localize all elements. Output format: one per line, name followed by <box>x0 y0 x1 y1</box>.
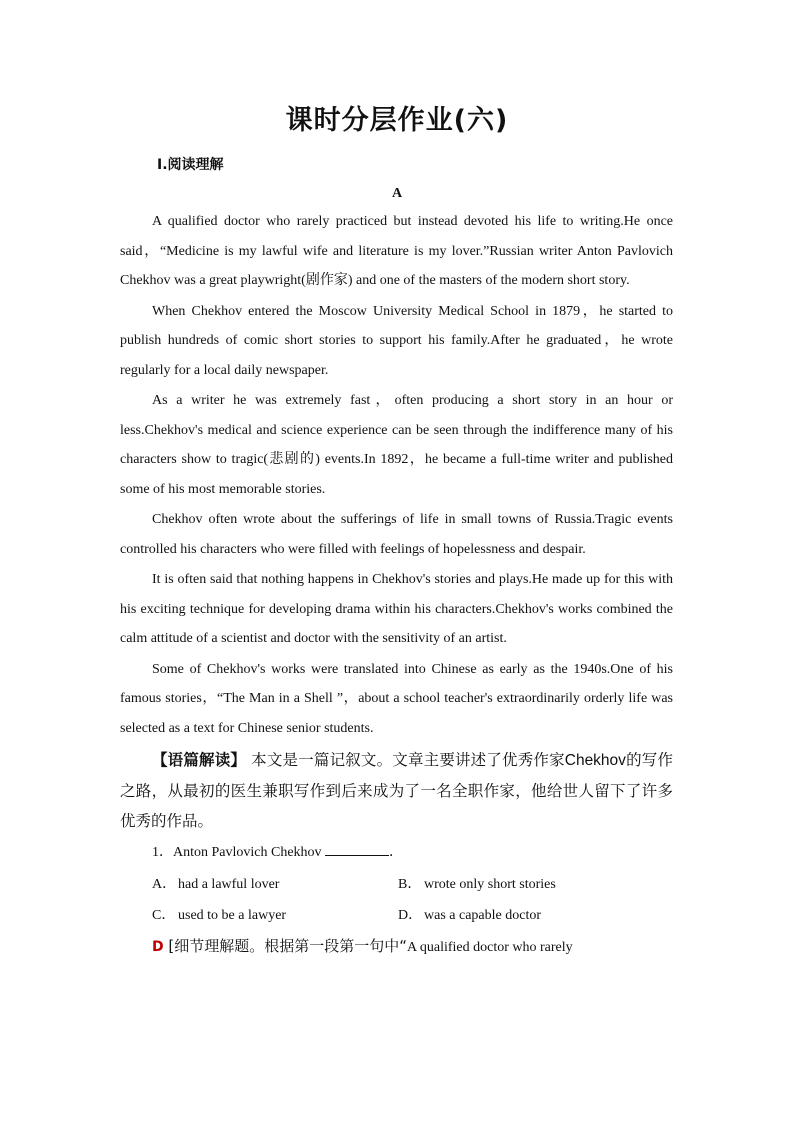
option-letter: B． <box>398 877 422 892</box>
page-title: 课时分层作业(六) <box>285 105 509 136</box>
option-text: had a lawful lover <box>178 877 280 892</box>
answer-text-cn: [细节理解题。根据第一段第一句中“ <box>163 937 408 955</box>
option-b <box>398 869 638 900</box>
paragraph-4: Chekhov often wrote about the sufferings of life in small towns of Russia.Tragic events controlled his characters who were filled with feelings of hopelessness and despair. <box>120 512 673 557</box>
paragraph-6: Some of Chekhov's works were translated into Chinese as early as the 1940s.One of his famous stories，“The Man in a Shell ”，about a school teacher's extraordinarily orderly life was selected as a text for Chinese senior students. <box>120 661 673 736</box>
paragraph-5: It is often said that nothing happens in Chekhov's stories and plays.He made up for this with his exciting technique for developing drama within his characters.Chekhov's works combined the calm attitude of a scientist and doctor with the sensitivity of an artist. <box>120 572 673 646</box>
option-text: used to be a lawyer <box>178 908 287 923</box>
section-heading: Ⅰ.阅读理解 <box>157 157 224 173</box>
option-d <box>398 900 638 931</box>
option-a <box>152 869 398 900</box>
question-number: 1． <box>152 845 173 860</box>
question-stem: Anton Pavlovich Chekhov <box>173 845 322 860</box>
answer-explanation <box>120 931 673 963</box>
paragraph-2: When Chekhov entered the Moscow University Medical School in 1879，he started to publish hundreds of comic short stories to support his family.After he graduated，he wrote regularly for a local daily newspaper. <box>120 303 673 378</box>
analysis-name: Chekhov <box>564 752 626 769</box>
question-1 <box>120 837 673 868</box>
question-end: ． <box>389 845 404 860</box>
option-letter: A． <box>152 877 177 892</box>
option-letter: C． <box>152 908 176 923</box>
option-text: was a capable doctor <box>424 908 541 923</box>
option-letter: D． <box>398 908 423 923</box>
option-c <box>152 900 398 931</box>
answer-letter: D <box>152 939 164 955</box>
paragraph-1: A qualified doctor who rarely practiced but instead devoted his life to writing.He once said，“Medicine is my lawful wife and literature is my lover.”Russian writer Anton Pavlovich Chekhov was a great playwright(剧作家) and one of the masters of the modern short story. <box>120 214 673 288</box>
passage-analysis <box>120 745 673 836</box>
answer-text-en: A qualified doctor who rarely <box>407 940 573 955</box>
answer-blank <box>325 841 389 856</box>
passage-body <box>120 207 673 964</box>
paragraph-3: As a writer he was extremely fast，often producing a short story in an hour or less.Chekhov's medical and science experience can be seen through the indifference many of his characters show to tragic(悲剧的) events.In 1892，he became a full-time writer and published some of his most memorable stories. <box>120 393 673 497</box>
options-grid <box>152 869 673 931</box>
option-text: wrote only short stories <box>424 877 556 892</box>
analysis-tag: 【语篇解读】 <box>152 751 247 769</box>
analysis-text-before: 本文是一篇记叙文。文章主要讲述了优秀作家 <box>246 751 565 769</box>
analysis-text-after: 的写作之路，从最初的医生兼职写作到后来成为了一名全职作家，他给世人留下了许多优秀的作品。 <box>120 751 673 830</box>
passage-label: A <box>391 186 403 201</box>
